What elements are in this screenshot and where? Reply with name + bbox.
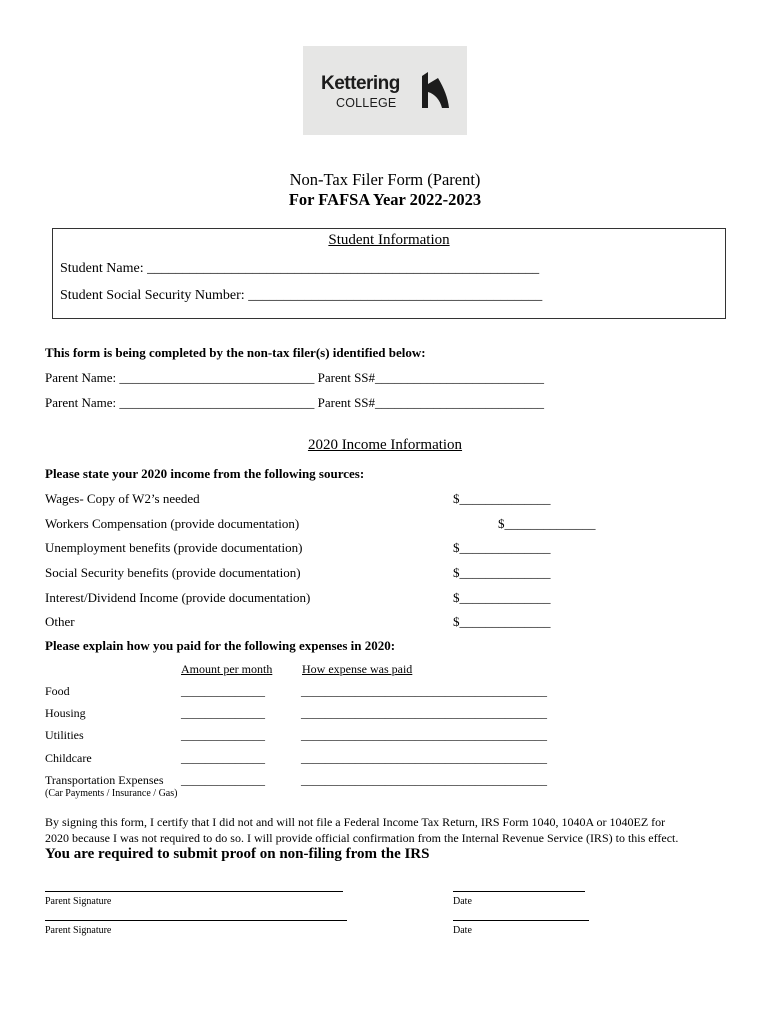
- logo-text-college: COLLEGE: [336, 96, 397, 110]
- parent-signature-label-1: Parent Signature: [45, 896, 112, 907]
- parent-row-1[interactable]: Parent Name: ______________________________ Parent SS#__________________________: [45, 370, 545, 385]
- col-how-paid: How expense was paid: [302, 662, 413, 676]
- expense-how-childcare[interactable]: _________________________________________: [301, 751, 547, 765]
- income-amount-wages[interactable]: $______________: [453, 491, 551, 506]
- expense-amount-transportation[interactable]: ______________: [181, 773, 265, 787]
- expense-label-food: Food: [45, 684, 70, 698]
- expense-how-housing[interactable]: _________________________________________: [301, 706, 547, 720]
- date-label-2: Date: [453, 925, 472, 936]
- expense-amount-food[interactable]: ______________: [181, 684, 265, 698]
- income-prompt: Please state your 2020 income from the following sources:: [45, 466, 365, 481]
- college-logo: [303, 46, 467, 135]
- expense-how-transportation[interactable]: _________________________________________: [301, 773, 547, 787]
- certification-line-2: 2020 because I was not required to do so. I will provide official confirmation from the Internal Revenue Service (IRS) to this effect.: [45, 831, 679, 845]
- income-amount-workers-comp[interactable]: $______________: [498, 516, 596, 531]
- logo-mark-icon: [418, 70, 450, 110]
- transport-note: (Car Payments / Insurance / Gas): [45, 788, 178, 799]
- income-label-unemployment: Unemployment benefits (provide documentation): [45, 540, 303, 555]
- student-name-field[interactable]: Student Name: ________________________________________________________: [60, 261, 540, 276]
- expenses-prompt: Please explain how you paid for the following expenses in 2020:: [45, 638, 396, 653]
- student-info-heading: Student Information: [328, 232, 450, 248]
- student-information-box: [52, 228, 726, 319]
- logo-text-kettering: Kettering: [321, 73, 400, 94]
- parent-signature-line-1[interactable]: [45, 891, 343, 892]
- certification-line-1: By signing this form, I certify that I did not and will not file a Federal Income Tax Return, IRS Form 1040, 1040A or 1040EZ for: [45, 815, 666, 829]
- date-line-2[interactable]: [453, 920, 589, 921]
- expense-how-utilities[interactable]: _________________________________________: [301, 728, 547, 742]
- date-line-1[interactable]: [453, 891, 585, 892]
- income-label-workers-comp: Workers Compensation (provide documentation): [45, 516, 300, 531]
- income-amount-other[interactable]: $______________: [453, 614, 551, 629]
- proof-notice: You are required to submit proof on non-filing from the IRS: [45, 846, 430, 862]
- income-label-other: Other: [45, 614, 75, 629]
- income-heading: 2020 Income Information: [307, 437, 463, 453]
- date-label-1: Date: [453, 896, 472, 907]
- parents-intro: This form is being completed by the non-tax filer(s) identified below:: [45, 345, 426, 360]
- parent-signature-line-2[interactable]: [45, 920, 347, 921]
- expense-amount-housing[interactable]: ______________: [181, 706, 265, 720]
- income-amount-interest[interactable]: $______________: [453, 590, 551, 605]
- student-ssn-field[interactable]: Student Social Security Number: __________________________________________: [60, 288, 543, 303]
- expense-amount-childcare[interactable]: ______________: [181, 751, 265, 765]
- income-label-interest: Interest/Dividend Income (provide documentation): [45, 590, 311, 605]
- income-label-social-security: Social Security benefits (provide documentation): [45, 565, 301, 580]
- expense-label-transportation: Transportation Expenses: [45, 773, 164, 787]
- parent-signature-label-2: Parent Signature: [45, 925, 112, 936]
- expense-label-utilities: Utilities: [45, 728, 84, 742]
- parent-row-2[interactable]: Parent Name: ______________________________ Parent SS#__________________________: [45, 395, 545, 410]
- expense-amount-utilities[interactable]: ______________: [181, 728, 265, 742]
- expense-label-childcare: Childcare: [45, 751, 92, 765]
- expense-how-food[interactable]: _________________________________________: [301, 684, 547, 698]
- form-subtitle: For FAFSA Year 2022-2023: [288, 190, 482, 209]
- col-amount-per-month: Amount per month: [181, 662, 273, 676]
- income-amount-social-security[interactable]: $______________: [453, 565, 551, 580]
- expense-label-housing: Housing: [45, 706, 86, 720]
- form-title: Non-Tax Filer Form (Parent): [289, 170, 481, 189]
- income-label-wages: Wages- Copy of W2’s needed: [45, 491, 200, 506]
- income-amount-unemployment[interactable]: $______________: [453, 540, 551, 555]
